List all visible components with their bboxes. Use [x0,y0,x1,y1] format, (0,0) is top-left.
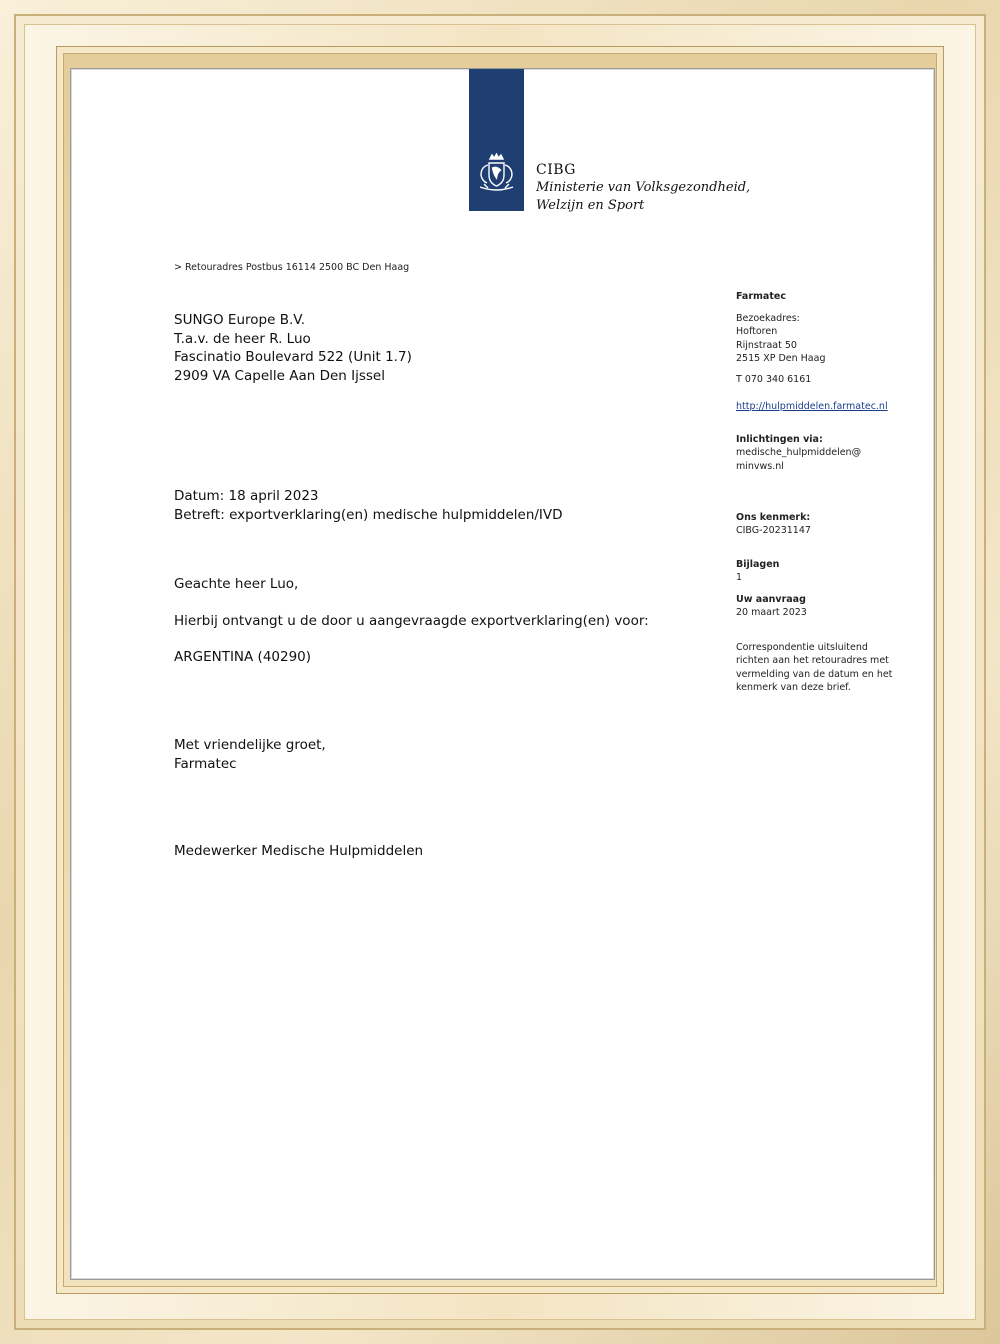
signature-line: Medewerker Medische Hulpmiddelen [174,843,424,859]
org-abbreviation: CIBG [536,162,576,178]
visit-line2: Rijnstraat 50 [736,339,797,351]
letter-page [70,68,935,1280]
sidebar-phone: T 070 340 6161 [736,374,812,385]
info-label: Inlichtingen via: [736,434,823,445]
closing-line2: Farmatec [174,755,237,772]
letter-date: Datum: 18 april 2023 [174,488,319,504]
reference-label: Ons kenmerk: [736,512,811,523]
recipient-address [174,311,412,385]
royal-crest-icon [475,153,518,197]
sidebar-attachments [736,558,779,585]
reference-value: CIBG-20231147 [736,525,811,537]
sidebar-website[interactable] [736,400,888,413]
logo-bar [469,69,524,211]
letter-meta [174,487,563,524]
note-line1: Correspondentie uitsluitend [736,642,868,653]
note-line2: richten aan het retouradres met [736,655,889,667]
visit-label: Bezoekadres: [736,313,800,324]
sidebar-request [736,593,807,620]
ministry-name-line2: Welzijn en Sport [536,198,645,213]
request-value: 20 maart 2023 [736,607,807,619]
info-email-line2: minvws.nl [736,460,784,472]
info-email-line1: medische_hulpmiddelen@ [736,447,862,459]
attachments-value: 1 [736,572,743,584]
visit-line3: 2515 XP Den Haag [736,353,826,365]
recipient-company: SUNGO Europe B.V. [174,312,306,328]
website-link[interactable]: http://hulpmiddelen.farmatec.nl [736,401,888,412]
sidebar-org-name: Farmatec [736,291,786,302]
ministry-name-line1: Ministerie van Volksgezondheid, [536,180,751,195]
request-label: Uw aanvraag [736,594,806,605]
recipient-attention: T.a.v. de heer R. Luo [174,330,311,347]
letter-subject: Betreft: exportverklaring(en) medische hulpmiddelen/IVD [174,506,563,523]
attachments-label: Bijlagen [736,559,780,570]
closing-greeting [174,736,326,773]
country-line: ARGENTINA (40290) [174,649,312,665]
sidebar-visit-address [736,312,825,366]
return-address: > Retouradres Postbus 16114 2500 BC Den Haag [174,262,410,273]
body-paragraph: Hierbij ontvangt u de door u aangevraagde exportverklaring(en) voor: [174,613,649,629]
salutation: Geachte heer Luo, [174,576,299,592]
closing-line1: Met vriendelijke groet, [174,737,326,753]
sidebar-reference [736,511,811,538]
sidebar-org [736,290,786,303]
sidebar-correspondence-note [736,641,892,695]
visit-line1: Hoftoren [736,326,778,338]
ministry-logo-text [536,161,750,215]
recipient-city: 2909 VA Capelle Aan Den Ijssel [174,367,385,384]
recipient-street: Fascinatio Boulevard 522 (Unit 1.7) [174,349,412,365]
sidebar-info [736,433,861,473]
note-line3: vermelding van de datum en het [736,668,893,680]
note-line4: kenmerk van deze brief. [736,682,851,694]
